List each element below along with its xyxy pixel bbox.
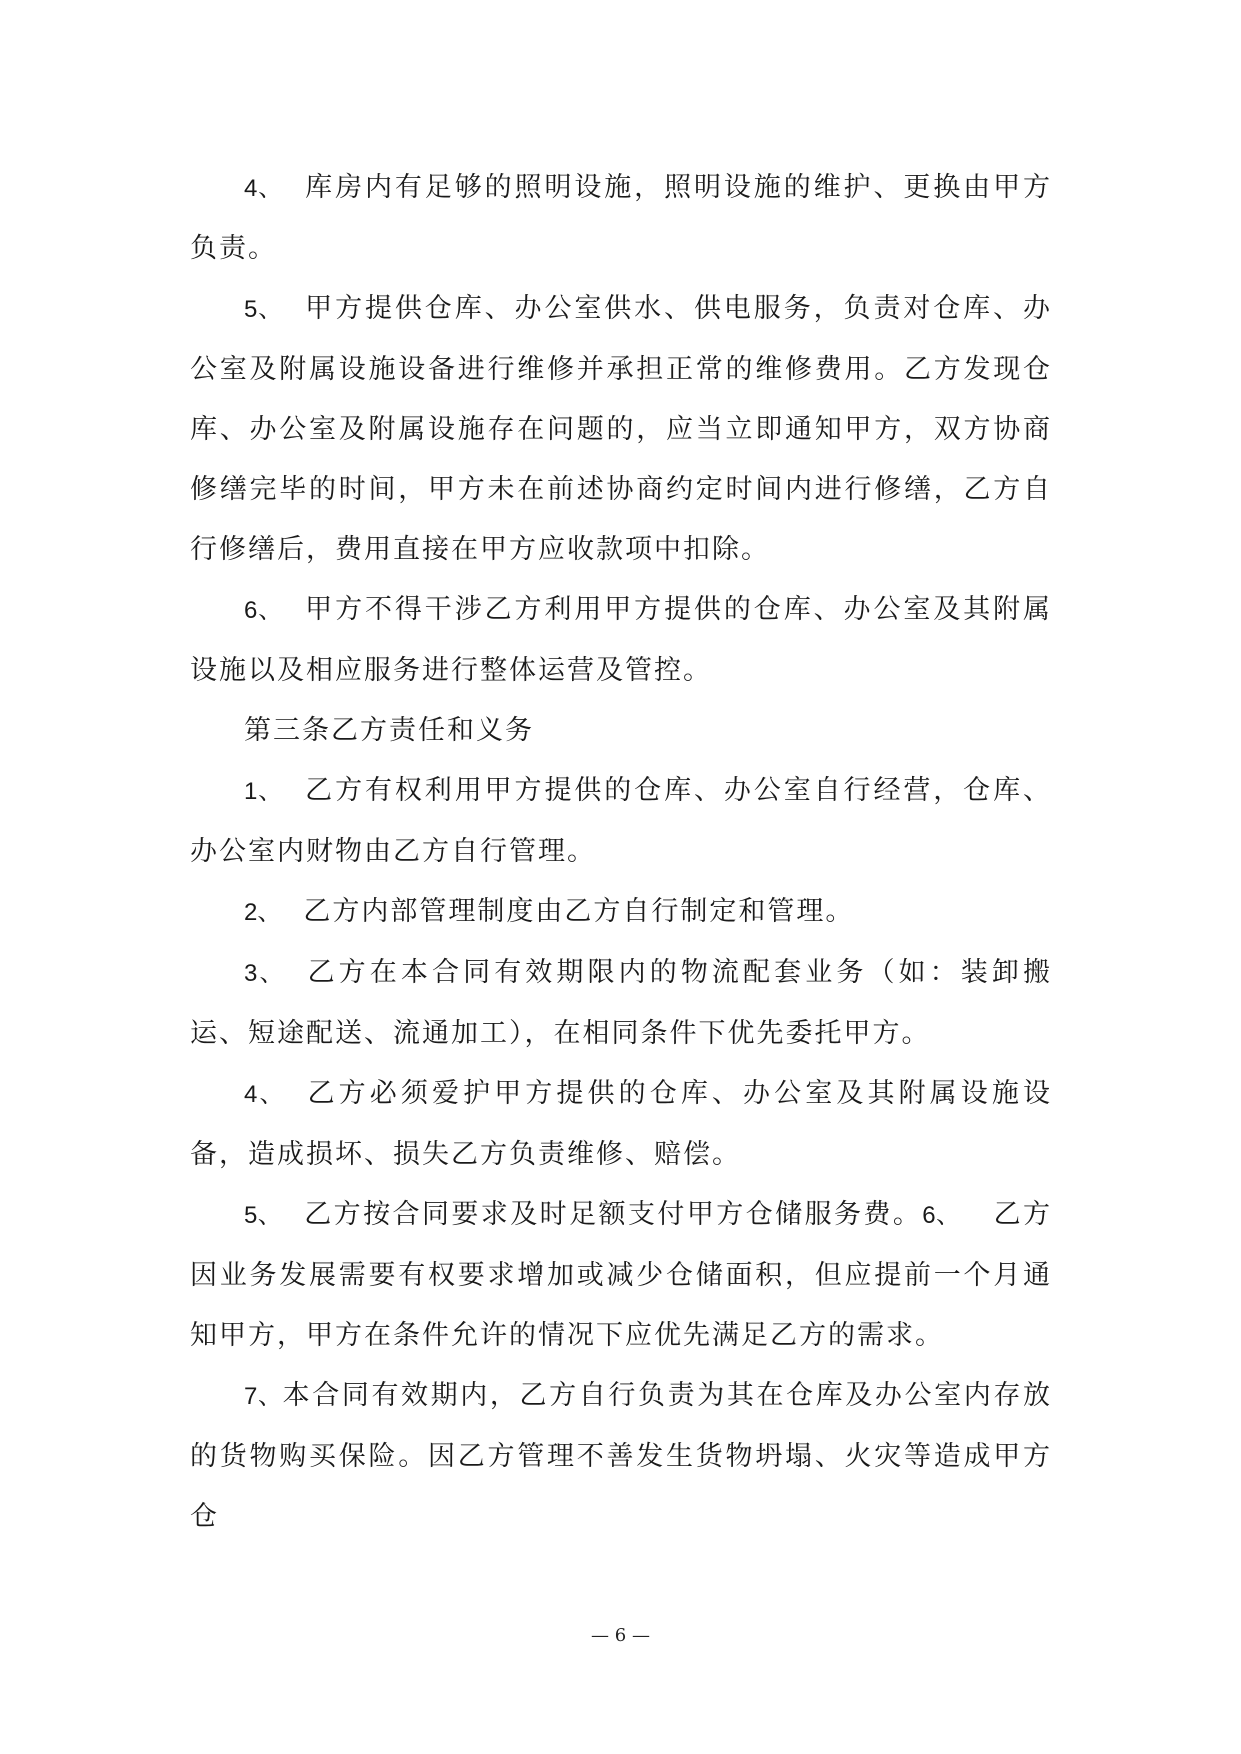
- paragraph-b7: [190, 1366, 1052, 1547]
- paragraph-text: 库房内有足够的照明设施，照明设施的维护、更换由甲方负责。: [190, 172, 1052, 264]
- paragraph-b1: [190, 761, 1052, 882]
- paragraph-text-continued: 乙方因业务发展需要有权要求增加或减少仓储面积，但应提前一个月通知甲方，甲方在条件允许的情况下应优先满足乙方的需求。: [190, 1199, 1052, 1351]
- paragraph-text: 乙方必须爱护甲方提供的仓库、办公室及其附属设施设备，造成损坏、损失乙方负责维修、赔偿。: [190, 1078, 1052, 1170]
- paragraph-b2: [190, 882, 1052, 943]
- item-number: 5、: [244, 296, 284, 323]
- paragraph-text: 乙方有权利用甲方提供的仓库、办公室自行经营，仓库、办公室内财物由乙方自行管理。: [190, 775, 1052, 867]
- section-heading: [190, 701, 1052, 761]
- item-number: 2、: [244, 899, 282, 926]
- item-number: 1、: [244, 778, 284, 805]
- section-heading-text: 第三条乙方责任和义务: [244, 715, 534, 746]
- paragraph-text: 乙方内部管理制度由乙方自行制定和管理。: [303, 896, 855, 927]
- item-number: 4、: [244, 175, 284, 202]
- paragraph-a5: [190, 279, 1052, 580]
- paragraph-text: 乙方按合同要求及时足额支付甲方仓储服务费。: [304, 1199, 923, 1230]
- paragraph-b5-b6: [190, 1185, 1052, 1366]
- item-number: 3、: [244, 960, 286, 987]
- paragraph-a4: [190, 158, 1052, 279]
- item-number: 4、: [244, 1081, 286, 1108]
- document-body: [190, 158, 1052, 1547]
- item-number: 6、: [244, 597, 284, 624]
- paragraph-text: 甲方不得干涉乙方利用甲方提供的仓库、办公室及其附属设施以及相应服务进行整体运营及管控。: [190, 594, 1052, 686]
- page-number: — 6 —: [591, 1625, 650, 1646]
- item-number: 7、: [244, 1383, 283, 1410]
- paragraph-a6: [190, 580, 1052, 701]
- paragraph-text: 本合同有效期内，乙方自行负责为其在仓库及办公室内存放的货物购买保险。因乙方管理不善发生货物坍塌、火灾等造成甲方仓: [190, 1380, 1053, 1532]
- paragraph-b3: [190, 943, 1052, 1064]
- item-number: 5、: [244, 1202, 283, 1229]
- paragraph-b4: [190, 1064, 1052, 1185]
- inline-item-number: 6、: [922, 1202, 961, 1229]
- paragraph-text: 甲方提供仓库、办公室供水、供电服务，负责对仓库、办公室及附属设施设备进行维修并承担正常的维修费用。乙方发现仓库、办公室及附属设施存在问题的，应当立即通知甲方，双方协商修缮完毕的时间，甲方未在前述协商约定时间内进行修缮，乙方自行修缮后，费用直接在甲方应收款项中扣除。: [190, 293, 1052, 565]
- paragraph-text: 乙方在本合同有效期限内的物流配套业务（如：装卸搬运、短途配送、流通加工），在相同条件下优先委托甲方。: [190, 957, 1052, 1049]
